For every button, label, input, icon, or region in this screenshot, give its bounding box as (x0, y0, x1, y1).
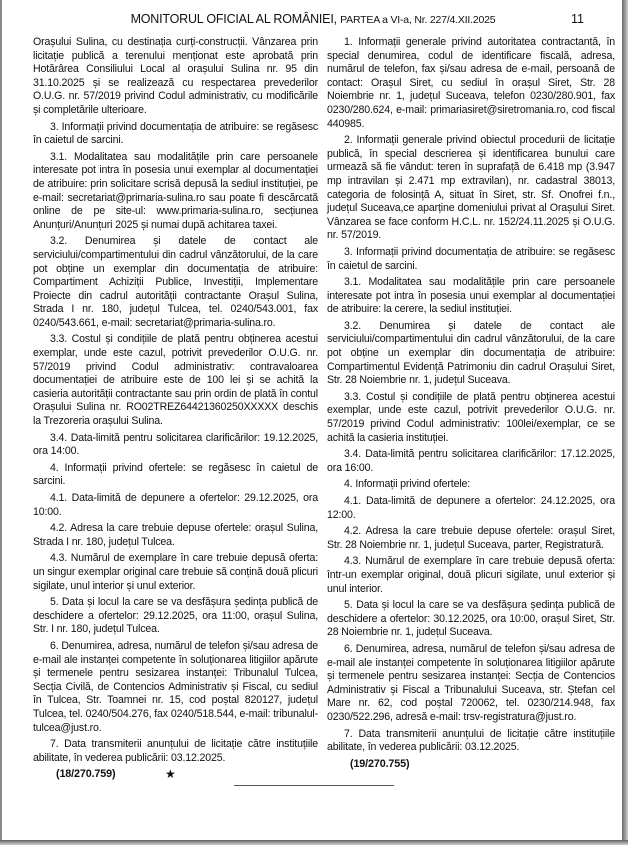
paragraph: 3.4. Data-limită pentru solicitarea clarificărilor: 19.12.2025, ora 14:00. (33, 431, 318, 458)
paragraph: 3.3. Costul și condițiile de plată pentru obținerea acestui exemplar, unde este cazul, potrivit prevederilor O.U.G. nr. 57/2019 privind Codul administrativ: 100lei/exemplar, ce se achită la casieria instituției. (327, 390, 615, 444)
page-edge-shadow-bottom (0, 840, 628, 845)
paragraph: 7. Data transmiterii anunțului de licitație către instituțiile abilitate, în vederea publicării: 03.12.2025. (33, 738, 318, 764)
page-header (2, 12, 624, 26)
end-rule-divider (234, 785, 394, 786)
paragraph: 3.2. Denumirea și datele de contact ale serviciului/compartimentului din cadrul vânzătorului, de la care pot obține un exemplar din documentația de atribuire: Compartimentul Evidență Patrimoniu din cadrul Orașului Siret, Str. 28 Noiembrie nr. 1, județul Suceava. (327, 319, 615, 387)
publication-issue: PARTEA a VI-a, Nr. 227/4.XII.2025 (340, 14, 496, 26)
paragraph: 4.1. Data-limită de depunere a ofertelor: 24.12.2025, ora 12:00. (327, 495, 615, 521)
left-column (33, 36, 318, 785)
page-edge-shadow-right (622, 0, 628, 845)
paragraph: 3.1. Modalitatea sau modalitățile prin care persoanele interesate pot intra în posesia unui exemplar al documentației de atribuire: prin solicitare scrisă depusă la sediul instituției, pe e-mail: secretariat@primaria-sulina.ro sau poate fi descărcată online de pe site-ul: www.primaria-sulina.ro, secțiunea Anunțuri/Anunțuri 2025 și numai după achitarea taxei. (33, 150, 318, 231)
reference-code: (19/270.755) (350, 757, 410, 770)
paragraph: 2. Informații generale privind obiectul procedurii de licitație publică, în special descrierea și identificarea bunului care urmează să fie vândut: teren în suprafață de 6.418 mp (3.947 mp intravilan și 2.471 mp extravilan), nr. cadastral 38013, categoria de folosință A, situat în Siret, str. Sf. Onofrei f.n., județul Suceava,ce aparține domeniului privat al Orașului Siret. Vânzarea se face conform H.C.L. nr. 152/24.11.2025 și O.U.G. nr. 57/2019. (327, 134, 615, 242)
paragraph: 4.2. Adresa la care trebuie depuse ofertele: orașul Sulina, Strada I nr. 180, județul Tulcea. (33, 522, 318, 548)
right-column (327, 36, 615, 774)
paragraph: 6. Denumirea, adresa, numărul de telefon și/sau adresa de e-mail ale instanței competente în soluționarea litigiilor apărute și termenele pentru sesizarea instanței: Secția de Contencios Administrativ și Fiscal a Tribunalului Suceava, str. Ștefan cel Mare nr. 62, cod poștal 720062, tel. 0230/214.948, fax 0230/522.296, adresă e-mail: trsv-registratura@just.ro. (327, 642, 615, 723)
paragraph: 4.2. Adresa la care trebuie depuse ofertele: orașul Siret, Str. 28 Noiembrie nr. 1, județul Suceava, parter, Registratură. (327, 525, 615, 551)
paragraph: 3. Informații privind documentația de atribuire: se regăsesc în caietul de sarcini. (33, 120, 318, 147)
paragraph: 5. Data și locul la care se va desfășura ședința publică de deschidere a ofertelor: 30.12.2025, ora 10:00, orașul Siret, Str. 28 Noiembrie nr. 1, județul Suceava. (327, 599, 615, 639)
paragraph: 3.4. Data-limită pentru solicitarea clarificărilor: 17.12.2025, ora 16:00. (327, 448, 615, 474)
paragraph: 1. Informații generale privind autoritatea contractantă, în special denumirea, codul de identificare fiscală, adresa, numărul de telefon, fax și/sau adresa de e-mail, persoană de contact: Orașul Siret, cu sediul în orașul Siret, Str. 28 Noiembrie nr. 1, județul Suceava, telefon 0230/280.901, fax 0230/280.624, e-mail: primariasiret@siretromania.ro, cod fiscal 440985. (327, 36, 615, 130)
paragraph: 3. Informații privind documentația de atribuire: se regăsesc în caietul de sarcini. (327, 245, 615, 272)
paragraph: 3.3. Costul și condițiile de plată pentru obținerea acestui exemplar, unde este cazul, potrivit prevederilor O.U.G. nr. 57/2019 privind Codul administrativ: contravaloarea documentației de atribuire este de 100 lei și se achită la casieria autorității contractante sau prin ordin de plată în contul Orașului Sulina nr. RO02TREZ64421360250XXXXX deschis la Trezoreria orașului Sulina. (33, 333, 318, 428)
paragraph: 3.2. Denumirea și datele de contact ale serviciului/compartimentului din cadrul vânzătorului, de la care pot obține un exemplar din documentația de atribuire: Compartiment Achiziții Publice, Investiții, Implementare Proiecte din cadrul autorității contractante Orașul Sulina, Strada I nr. 180, județul Tulcea, tel. 0240/543.001, fax 0240/543.661, e-mail: secretariat@primaria-sulina.ro. (33, 235, 318, 329)
paragraph: 5. Data și locul la care se va desfășura ședința publică de deschidere a ofertelor: 29.12.2025, ora 11:00, orașul Sulina, Str. I nr. 180, județul Tulcea. (33, 596, 318, 636)
paragraph: 3.1. Modalitatea sau modalitățile prin care persoanele interesate pot intra în posesia unui exemplar al documentației de atribuire: la cerere, la sediul instituției. (327, 276, 615, 316)
paragraph: 4.3. Numărul de exemplare în care trebuie depusă oferta: într-un exemplar original, două plicuri sigilate, unul exterior și unul interior. (327, 555, 615, 595)
reference-code: (18/270.759) (56, 768, 116, 781)
star-separator-icon: ★ (165, 767, 176, 781)
paragraph: 4. Informații privind ofertele: (344, 478, 471, 491)
paragraph: 4.3. Numărul de exemplare în care trebuie depusă oferta: un singur exemplar original care trebuie să conțină două plicuri sigilate, unul interior și unul exterior. (33, 552, 318, 592)
paragraph: 4.1. Data-limită de depunere a ofertelor: 29.12.2025, ora 10:00. (33, 492, 318, 518)
paragraph: 4. Informații privind ofertele: se regăsesc în caietul de sarcini. (33, 461, 318, 488)
paragraph: 6. Denumirea, adresa, numărul de telefon și/sau adresa de e-mail ale instanței competente în soluționarea litigiilor apărute și termenele pentru sesizarea instanței: Tribunalul Tulcea, Secția Civilă, de Contencios Administrativ și Fiscal, cu sediul în Tulcea, Str. Toamnei nr. 15, cod poștal 820127, județul Tulcea, tel. 0240/504.276, fax 0240/518.544, e-mail: tribunalul-tulcea@just.ro. (33, 639, 318, 734)
paragraph: Orașului Sulina, cu destinația curți-construcții. Vânzarea prin licitație publică a terenului menționat este aprobată prin Hotărârea Consiliului Local al orașului Sulina nr. 95 din 31.10.2025 și se realizează cu respectarea prevederilor O.U.G. nr. 57/2019 privind Codul administrativ, cu modificările și completările ulterioare. (33, 36, 318, 116)
paragraph: 7. Data transmiterii anunțului de licitație către instituțiile abilitate, în vederea publicării: 03.12.2025. (327, 727, 615, 754)
page-number: 11 (571, 12, 584, 26)
publication-title: MONITORUL OFICIAL AL ROMÂNIEI, (130, 12, 337, 26)
